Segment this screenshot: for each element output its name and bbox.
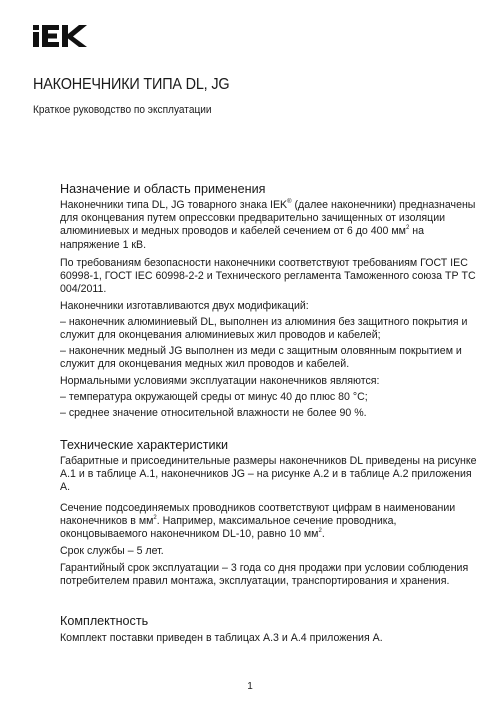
paragraph-safety: По требованиям безопасности наконечники соответствуют требованиям ГОСТ IEC 60998-1, ГОСТ IEC 60998-2-2 и Технического регламента Таможенного союза ТР ТС 004/2011. xyxy=(60,257,476,296)
paragraph-modifications: Наконечники изготавливаются двух модификаций: xyxy=(60,300,309,312)
paragraph-cross-section: Сечение подсоединяемых проводников соответствуют цифрам в наименовании наконечников в $мм^2$. Например, максимальное сечение проводника, оконцовываемого наконечником DL-10, равно 10 $мм^2$. xyxy=(60,502,456,541)
page-number: 1 xyxy=(247,681,253,692)
paragraph-package: Комплект поставки приведен в таблицах А.3 и А.4 приложения А. xyxy=(60,632,383,644)
superscript-2: 2 xyxy=(318,528,322,535)
iek-logo xyxy=(33,25,93,47)
section-heading-package: Комплектность xyxy=(60,614,149,628)
paragraph-service-life: Срок службы – 5 лет. xyxy=(60,545,164,557)
paragraph-conditions: Нормальными условиями эксплуатации наконечников являются: xyxy=(60,375,380,387)
superscript-2: 2 xyxy=(405,225,410,232)
list-item-jg: – наконечник медный JG выполнен из меди с защитным оловянным покрытием и служит для оконцевания медных жил проводов и кабелей. xyxy=(60,345,462,371)
document-title: НАКОНЕЧНИКИ ТИПА DL, JG xyxy=(33,76,230,93)
list-item-dl: – наконечник алюминиевый DL, выполнен из алюминия без защитного покрытия и служит для оконцевания алюминиевых жил проводов и кабелей; xyxy=(60,316,468,342)
paragraph-dimensions: Габаритные и присоединительные размеры наконечников DL приведены на рисунке А.1 и в таблице А.1, наконечников JG – на рисунке А.2 и в таблице А.2 приложения А. xyxy=(60,455,477,494)
list-item-temperature: – температура окружающей среды от минус 40 до плюс 80 °С; xyxy=(60,391,368,403)
section-heading-specs: Технические характеристики xyxy=(60,438,229,452)
paragraph-warranty: Гарантийный срок эксплуатации – 3 года со дня продажи при условии соблюдения потребителем правил монтажа, эксплуатации, транспортирования и хранения. xyxy=(60,562,469,588)
section-heading-purpose: Назначение и область применения xyxy=(60,182,266,196)
document-subtitle: Краткое руководство по эксплуатации xyxy=(33,104,212,116)
registered-mark: ® xyxy=(287,199,292,205)
paragraph-purpose: Наконечники типа DL, JG товарного знака IEK® (далее наконечники) предназначены для оконцевания путем опрессовки предварительно зачищенных от изоляции алюминиевых и медных проводов и кабелей сечением от 6 до 400 $мм^2$ на напряжение 1 кВ. xyxy=(60,199,476,251)
superscript-2: 2 xyxy=(153,515,157,522)
list-item-humidity: – среднее значение относительной влажности не более 90 %. xyxy=(60,407,367,419)
